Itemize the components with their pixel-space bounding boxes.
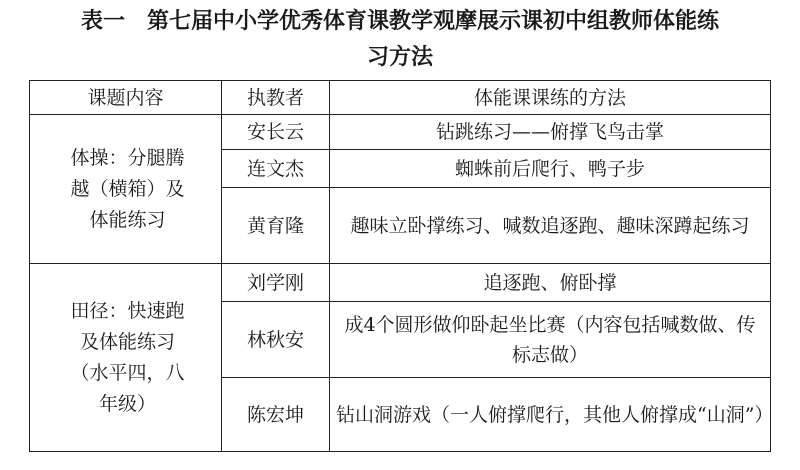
- table-title-line-1: 表一 第七届中小学优秀体育课教学观摩展示课初中组教师体能练: [80, 9, 719, 34]
- teacher-cell: 林秋安: [222, 302, 330, 378]
- teacher-methods-table: [29, 80, 774, 452]
- method-cell: 成4个圆形做仰卧起坐比赛（内容包括喊数做、传标志做）: [330, 302, 771, 378]
- header-row: [30, 81, 771, 115]
- topic-cell-track: [30, 264, 222, 452]
- method-cell: 钻跳练习——俯撑飞鸟击掌: [330, 115, 771, 150]
- header-method: 体能课课练的方法: [330, 81, 771, 115]
- header-teacher: 执教者: [222, 81, 330, 115]
- topic-line: 年级）: [98, 392, 156, 415]
- table-row: [30, 264, 771, 302]
- method-cell: 钻山洞游戏（一人俯撑爬行，其他人俯撑成“山洞”）: [330, 378, 771, 452]
- topic-line: 越（横箱）及: [70, 177, 185, 200]
- teacher-cell: 黄育隆: [222, 188, 330, 264]
- topic-cell-gymnastics: [30, 115, 222, 264]
- teacher-cell: 陈宏坤: [222, 378, 330, 452]
- method-cell: 趣味立卧撑练习、喊数追逐跑、趣味深蹲起练习: [330, 188, 771, 264]
- method-cell: 追逐跑、俯卧撑: [330, 264, 771, 302]
- topic-line: 体操：分腿腾: [70, 146, 185, 169]
- table-title-line-2: 习方法: [366, 45, 433, 70]
- table-row: [30, 115, 771, 150]
- teacher-cell: 刘学刚: [222, 264, 330, 302]
- topic-line: 田径：快速跑: [70, 299, 185, 322]
- header-topic: 课题内容: [30, 81, 222, 115]
- table-title: [0, 0, 800, 76]
- method-cell: 蜘蛛前后爬行、鸭子步: [330, 150, 771, 188]
- topic-line: 及体能练习: [79, 330, 175, 353]
- teacher-cell: 连文杰: [222, 150, 330, 188]
- topic-line: （水平四，八: [70, 361, 185, 384]
- topic-line: 体能练习: [89, 208, 166, 231]
- teacher-cell: 安长云: [222, 115, 330, 150]
